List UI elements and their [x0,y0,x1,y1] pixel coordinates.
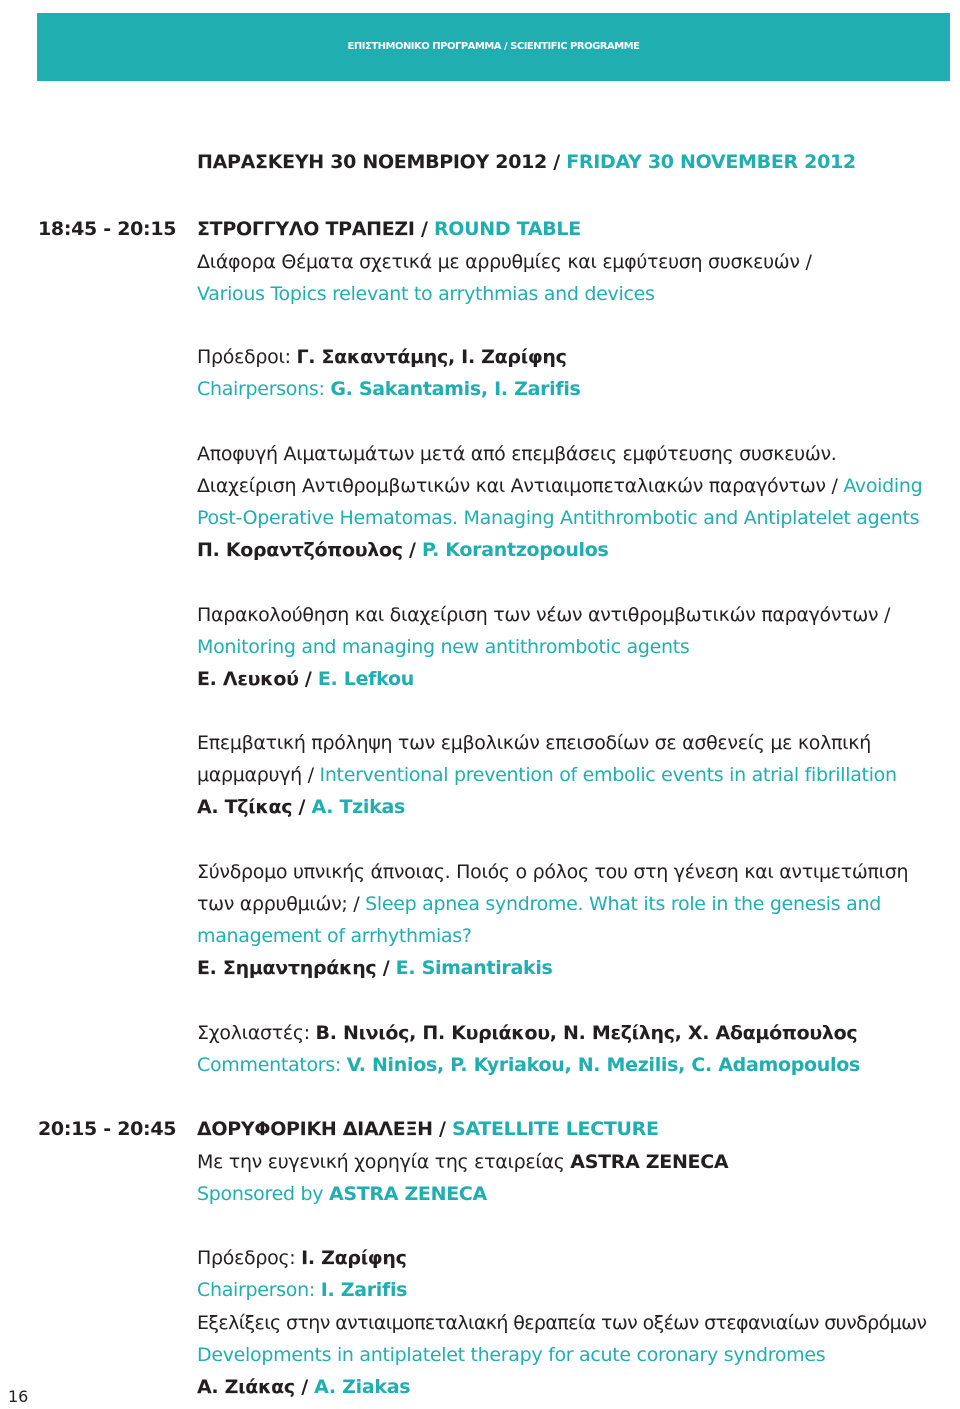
commentators-gr-label: Σχολιαστές: [197,1022,316,1044]
talk2-speaker-gr: Ε. Λευκού / [197,668,318,690]
page-title: ΕΠΙΣΤΗΜΟΝΙΚΟ ΠΡΟΓΡΑΜΜΑ / SCIENTIFIC PROGRAMME [347,41,640,52]
talk3-speaker-gr: Α. Τζίκας / [197,796,312,818]
talk3-line2-en: Interventional prevention of embolic events in atrial fibrillation [319,764,897,786]
page-number: 16 [8,1387,29,1406]
sponsor-gr-name: ASTRA ZENECA [570,1151,729,1173]
talk4-line2-en: Sleep apnea syndrome. What its role in the genesis and [365,893,881,915]
talk1-line2-gr: Διαχείριση Αντιθρομβωτικών και Αντιαιμοπεταλιακών παραγόντων / [197,475,844,497]
day-heading-gr: ΠΑΡΑΣΚΕΥΗ 30 ΝΟΕΜΒΡΙΟΥ 2012 / [197,151,567,173]
chair-gr-label: Πρόεδρος: [197,1247,302,1269]
session1-topic-gr: Διάφορα Θέματα σχετικά με αρρυθμίες και εμφύτευση συσκευών / [197,251,812,273]
sponsor-en [197,1182,487,1206]
talk1-speaker [197,538,609,562]
chair-en-label: Chairperson: [197,1279,321,1301]
session1-title-en: ROUND TABLE [433,218,581,240]
talk1-line2 [197,474,922,498]
session2-speaker [197,1375,410,1399]
sponsor-en-label: Sponsored by [197,1183,329,1205]
talk4-line2-gr: των αρρυθμιών; / [197,893,366,915]
session1-title-gr: ΣΤΡΟΓΓΥΛΟ ΤΡΑΠΕΖΙ / [197,218,434,240]
talk3-line2-gr: μαρμαρυγή / [197,764,320,786]
commentators-gr-names: Β. Νινιός, Π. Κυριάκου, Ν. Μεζίλης, Χ. Αδαμόπουλος [315,1022,858,1044]
talk2-speaker [197,667,414,691]
talk2-line1: Παρακολούθηση και διαχείριση των νέων αντιθρομβωτικών παραγόντων / [197,604,891,626]
talk1-line3: Post-Operative Hematomas. Managing Antithrombotic and Antiplatelet agents [197,507,920,529]
sponsor-gr-label: Με την ευγενική χορηγία της εταιρείας [197,1151,571,1173]
header-banner [37,13,950,81]
chairs-en-names: G. Sakantamis, I. Zarifis [330,378,581,400]
sponsor-en-name: ASTRA ZENECA [328,1183,487,1205]
talk3-speaker [197,795,405,819]
session1-title [197,217,581,241]
sponsor-gr [197,1150,728,1174]
session2-chair-gr [197,1246,407,1270]
commentators-en-names: V. Ninios, P. Kyriakou, N. Mezilis, C. Adamopoulos [346,1054,860,1076]
session1-topic-en: Various Topics relevant to arrythmias and devices [197,283,655,305]
session2-talk-en: Developments in antiplatelet therapy for acute coronary syndromes [197,1344,826,1366]
talk4-line3: management of arrhythmias? [197,925,472,947]
session2-speaker-gr: Α. Ζιάκας / [197,1376,315,1398]
talk3-line1: Επεμβατική πρόληψη των εμβολικών επεισοδίων σε ασθενείς με κολπική [197,732,871,754]
commentators-en-label: Commentators: [197,1054,347,1076]
session2-title-gr: ΔΟΡΥΦΟΡΙΚΗ ΔΙΑΛΕΞΗ / [197,1118,453,1140]
chairs-gr-label: Πρόεδροι: [197,346,297,368]
session2-chair-en [197,1278,407,1302]
talk4-speaker-en: E. Simantirakis [395,957,553,979]
talk3-line2 [197,763,897,787]
chairs-gr-names: Γ. Σακαντάμης, Ι. Ζαρίφης [296,346,567,368]
talk4-line1: Σύνδρομο υπνικής άπνοιας. Ποιός ο ρόλος του στη γένεση και αντιμετώπιση [197,861,909,883]
session1-chairs-en [197,377,581,401]
talk1-speaker-en: P. Korantzopoulos [421,539,609,561]
talk1-speaker-gr: Π. Κοραντζόπουλος / [197,539,422,561]
talk1-line1: Αποφυγή Αιματωμάτων μετά από επεμβάσεις εμφύτευσης συσκευών. [197,443,837,465]
chair-gr-name: Ι. Ζαρίφης [301,1247,407,1269]
session2-title-en: SATELLITE LECTURE [452,1118,659,1140]
session1-time: 18:45 - 20:15 [38,218,177,240]
talk4-speaker-gr: Ε. Σημαντηράκης / [197,957,396,979]
talk4-speaker [197,956,553,980]
talk2-speaker-en: E. Lefkou [317,668,414,690]
chairs-en-label: Chairpersons: [197,378,331,400]
commentators-en [197,1053,860,1077]
commentators-gr [197,1021,857,1045]
talk4-line2 [197,892,881,916]
day-heading [197,150,856,174]
session2-title [197,1117,659,1141]
talk1-line2-en: Avoiding [843,475,923,497]
session1-chairs-gr [197,345,567,369]
session2-time: 20:15 - 20:45 [38,1118,177,1140]
day-heading-en: FRIDAY 30 NOVEMBER 2012 [566,151,856,173]
talk3-speaker-en: A. Tzikas [311,796,406,818]
chair-en-name: I. Zarifis [320,1279,408,1301]
session2-talk-gr: Εξελίξεις στην αντιαιμοπεταλιακή θεραπεία των οξέων στεφανιαίων συνδρόμων [197,1312,927,1334]
talk2-line2: Monitoring and managing new antithrombotic agents [197,636,690,658]
session2-speaker-en: A. Ziakas [314,1376,411,1398]
